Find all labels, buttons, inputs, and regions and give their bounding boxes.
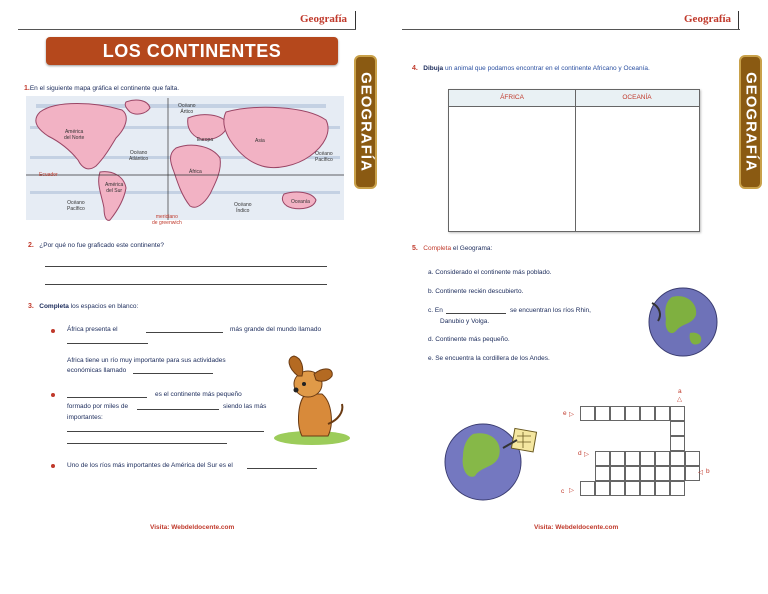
crossword-label-a: a [678,388,682,395]
side-tab-left-label: GEOGRAFÍA [357,72,374,172]
blank-b3[interactable] [67,431,264,432]
left-header-line [18,29,356,30]
crossword-cell[interactable] [625,466,640,481]
blank-b4[interactable] [67,443,227,444]
dog-illustration [272,354,352,446]
question-2-text: ¿Por qué no fue graficado este continente? [39,242,164,249]
globe-illustration-top [646,285,720,359]
crossword-arrow-a: △ [677,396,682,403]
map-label-meridiano: meridiano de greenwich [152,214,182,226]
crossword-cell[interactable] [670,421,685,436]
right-header-bar [738,11,739,29]
crossword-arrow-e: ▷ [569,411,574,418]
crossword-cell[interactable] [610,451,625,466]
blank-a1[interactable] [146,332,223,333]
bullet-c [51,464,55,468]
crossword-cell[interactable] [610,406,625,421]
crossword-cell[interactable] [625,451,640,466]
question-5 [412,244,492,253]
question-2 [28,241,164,250]
map-label-asia: Asia [255,138,265,144]
question-1-text: En el siguiente mapa gráfica el continente que falta. [29,85,180,92]
crossword-label-d: d [578,450,582,457]
answer-line-2b[interactable] [45,284,327,285]
q3-b-line1-end: es el continente más pequeño [155,391,242,398]
map-label-europa: Europa [197,137,214,143]
right-header: Geografía [684,13,732,25]
q5-item-c-start: c. En [428,307,443,314]
question-4-rest: un animal que podamos encontrar en el continente Africano y Oceanía. [443,65,650,72]
q3-b-line3: importantes: [67,414,103,421]
crossword-cell[interactable] [595,481,610,496]
q3-b-line2-end: siendo las más [223,403,267,410]
crossword-cell[interactable] [655,481,670,496]
crossword-label-e: e [563,410,567,417]
crossword-cell[interactable] [625,406,640,421]
right-header-line [402,29,740,30]
blank-c[interactable] [247,468,317,469]
question-3-rest: los espacios en blanco: [68,303,139,310]
q5-item-e: e. Se encuentra la cordillera de los Andes. [428,355,550,362]
q5-item-c-end: se encuentran los ríos Rhin, [510,307,591,314]
question-3-number: 3. [28,303,34,310]
side-tab-left [354,55,377,189]
crossword-cell[interactable] [640,406,655,421]
crossword-cell[interactable] [625,481,640,496]
crossword-cell[interactable] [580,406,595,421]
drawing-table [448,89,700,232]
crossword-cell[interactable] [610,466,625,481]
crossword-cell[interactable] [640,481,655,496]
q3-a-end: más grande del mundo llamado [230,326,322,333]
crossword-cell[interactable] [670,406,685,421]
answer-line-2a[interactable] [45,266,327,267]
crossword-label-c: c [561,488,565,495]
q5-blank-c[interactable] [446,313,506,314]
q3-a-start: África presenta el [67,326,118,333]
q5-item-d: d. Continente más pequeño. [428,336,510,343]
page-title: LOS CONTINENTES [46,37,338,65]
map-label-ecuador: Ecuador [39,172,58,178]
drawing-area-africa[interactable] [449,107,575,231]
question-4 [412,64,650,73]
crossword-cell[interactable] [580,481,595,496]
map-label-oceano-indico: Océano Índico [234,202,252,214]
q3-c-text: Uno de los ríos más importantes de América del Sur es el [67,462,233,469]
crossword-cell[interactable] [595,451,610,466]
crossword-cell[interactable] [610,481,625,496]
side-tab-right [739,55,762,189]
crossword-cell[interactable] [595,406,610,421]
map-label-oceania: Oceanía [291,199,310,205]
left-header-bar [355,11,356,29]
map-label-america-norte: América del Norte [64,129,85,141]
left-footer[interactable]: Visita: Webdeldocente.com [150,524,235,531]
crossword-cell[interactable] [670,481,685,496]
map-label-oceano-pacifico-der: Océano Pacífico [315,151,333,163]
question-5-rest: el Geograma: [451,245,493,252]
crossword-cell[interactable] [595,466,610,481]
map-label-america-sur: América del Sur [105,182,124,194]
crossword-cell[interactable] [655,466,670,481]
blank-a3[interactable] [133,373,213,374]
question-2-number: 2. [28,242,34,249]
question-3-bold: Completa [39,303,69,310]
blank-b2[interactable] [137,409,219,410]
question-3 [28,302,138,311]
table-header-oceania: OCEANÍA [575,90,699,107]
crossword-cell[interactable] [685,451,700,466]
crossword-arrow-b: ◁ [698,469,703,476]
question-1-number: 1. [24,85,30,92]
q5-item-a: a. Considerado el continente más poblado. [428,269,552,276]
crossword-arrow-c: ▷ [569,487,574,494]
crossword-cell[interactable] [670,466,685,481]
table-header-africa: ÁFRICA [449,90,575,107]
left-header: Geografía [300,13,348,25]
right-footer[interactable]: Visita: Webdeldocente.com [534,524,619,531]
drawing-area-oceania[interactable] [576,107,699,231]
side-tab-right-label: GEOGRAFÍA [742,72,759,172]
q3-a-line3: económicas llamado [67,367,127,374]
crossword-cell[interactable] [670,451,685,466]
blank-a2[interactable] [67,343,148,344]
question-4-bold: Dibuja [423,65,444,72]
q5-item-b: b. Continente recién descubierto. [428,288,524,295]
bullet-a [51,329,55,333]
question-5-bold: Completa [423,245,452,252]
q5-item-c-line2: Danubio y Volga. [440,318,490,325]
q3-a-line2: Africa tiene un río muy importante para sus actividades [67,357,226,364]
map-label-oceano-atlantico: Océano Atlántico [129,150,149,162]
crossword-cell[interactable] [655,451,670,466]
blank-b1[interactable] [67,397,147,398]
q3-b-line2-start: formado por miles de [67,403,129,410]
crossword-label-b: b [706,468,710,475]
map-label-oceano-pacifico-izq: Océano Pacífico [67,200,85,212]
question-1 [24,84,179,93]
crossword-cell[interactable] [640,466,655,481]
crossword-arrow-d: ▷ [584,451,589,458]
map-label-africa: África [189,169,202,175]
globe-illustration-bottom [443,418,543,502]
crossword-cell[interactable] [655,406,670,421]
map-label-oceano-artico: Océano Ártico [178,103,196,115]
question-4-number: 4. [412,65,418,72]
crossword-cell[interactable] [640,451,655,466]
crossword-cell[interactable] [670,436,685,451]
crossword [560,388,720,508]
bullet-b [51,393,55,397]
question-5-number: 5. [412,245,418,252]
